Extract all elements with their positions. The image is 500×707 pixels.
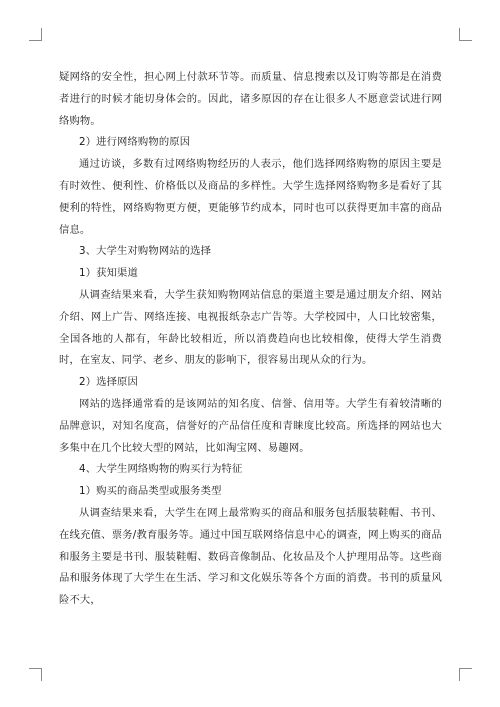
- document-body: [59, 67, 442, 612]
- crop-mark-bottom-right-h: [459, 668, 472, 669]
- subheading-channels: 1）获知渠道: [79, 267, 138, 280]
- section-heading-website-choice: 3、大学生对购物网站的选择: [79, 245, 212, 258]
- subheading-selection-reasons: 2）选择原因: [79, 376, 138, 389]
- paragraph-continued: 疑网络的安全性，担心网上付款环节等。而质量、信息搜索以及订购等都是在消费者进行的时候才能切身体会的。因此，诸多原因的存在让很多人不愿意尝试进行网络购物。: [59, 71, 442, 127]
- paragraph-product-types: 从调查结果来看，大学生在网上最常购买的商品和服务包括服装鞋帽、书刊、在线充值、票务/教育服务等。通过中国互联网络信息中心的调查，网上购买的商品和服务主要是书刊、服装鞋帽、数码音像制品、化妆品及个人护理用品等。这些商品和服务体现了大学生在生活、学习和文化娱乐等各个方面的消费。书刊的质量风险不大，: [59, 506, 442, 607]
- crop-mark-top-right-h: [459, 40, 472, 41]
- crop-mark-bottom-left-v: [41, 668, 42, 681]
- paragraph-selection-reasons: 网站的选择通常看的是该网站的知名度、信誉、信用等。大学生有着较清晰的品牌意识，对知名度高，信誉好的产品信任度和青睐度比较高。所选择的网站也大多集中在几个比较大型的网站，比如淘宝网、易趣网。: [59, 397, 442, 454]
- crop-mark-top-right-v: [459, 28, 460, 41]
- paragraph-reasons: 通过访谈，多数有过网络购物经历的人表示，他们选择网络购物的原因主要是有时效性、便利性、价格低以及商品的多样性。大学生选择网络购物多是看好了其便利的特性，网络购物更方便，更能够节约成本，同时也可以获得更加丰富的商品信息。: [59, 158, 442, 236]
- section-heading-purchase-behavior: 4、大学生网络购物的购买行为特征: [79, 463, 243, 476]
- crop-mark-bottom-right-v: [459, 668, 460, 681]
- subheading-product-types: 1）购买的商品类型或服务类型: [79, 485, 222, 498]
- crop-mark-top-left-v: [41, 28, 42, 41]
- paragraph-channels: 从调查结果来看，大学生获知购物网站信息的渠道主要是通过朋友介绍、网站介绍、网上广告、网络连接、电视报纸杂志广告等。大学校园中，人口比较密集，全国各地的人都有，年龄比较相近，所以消费趋向也比较相像，使得大学生消费时，在室友、同学、老乡、朋友的影响下，很容易出现从众的行为。: [59, 288, 442, 367]
- subheading-reasons-for-online-shopping: 2）进行网络购物的原因: [79, 136, 191, 149]
